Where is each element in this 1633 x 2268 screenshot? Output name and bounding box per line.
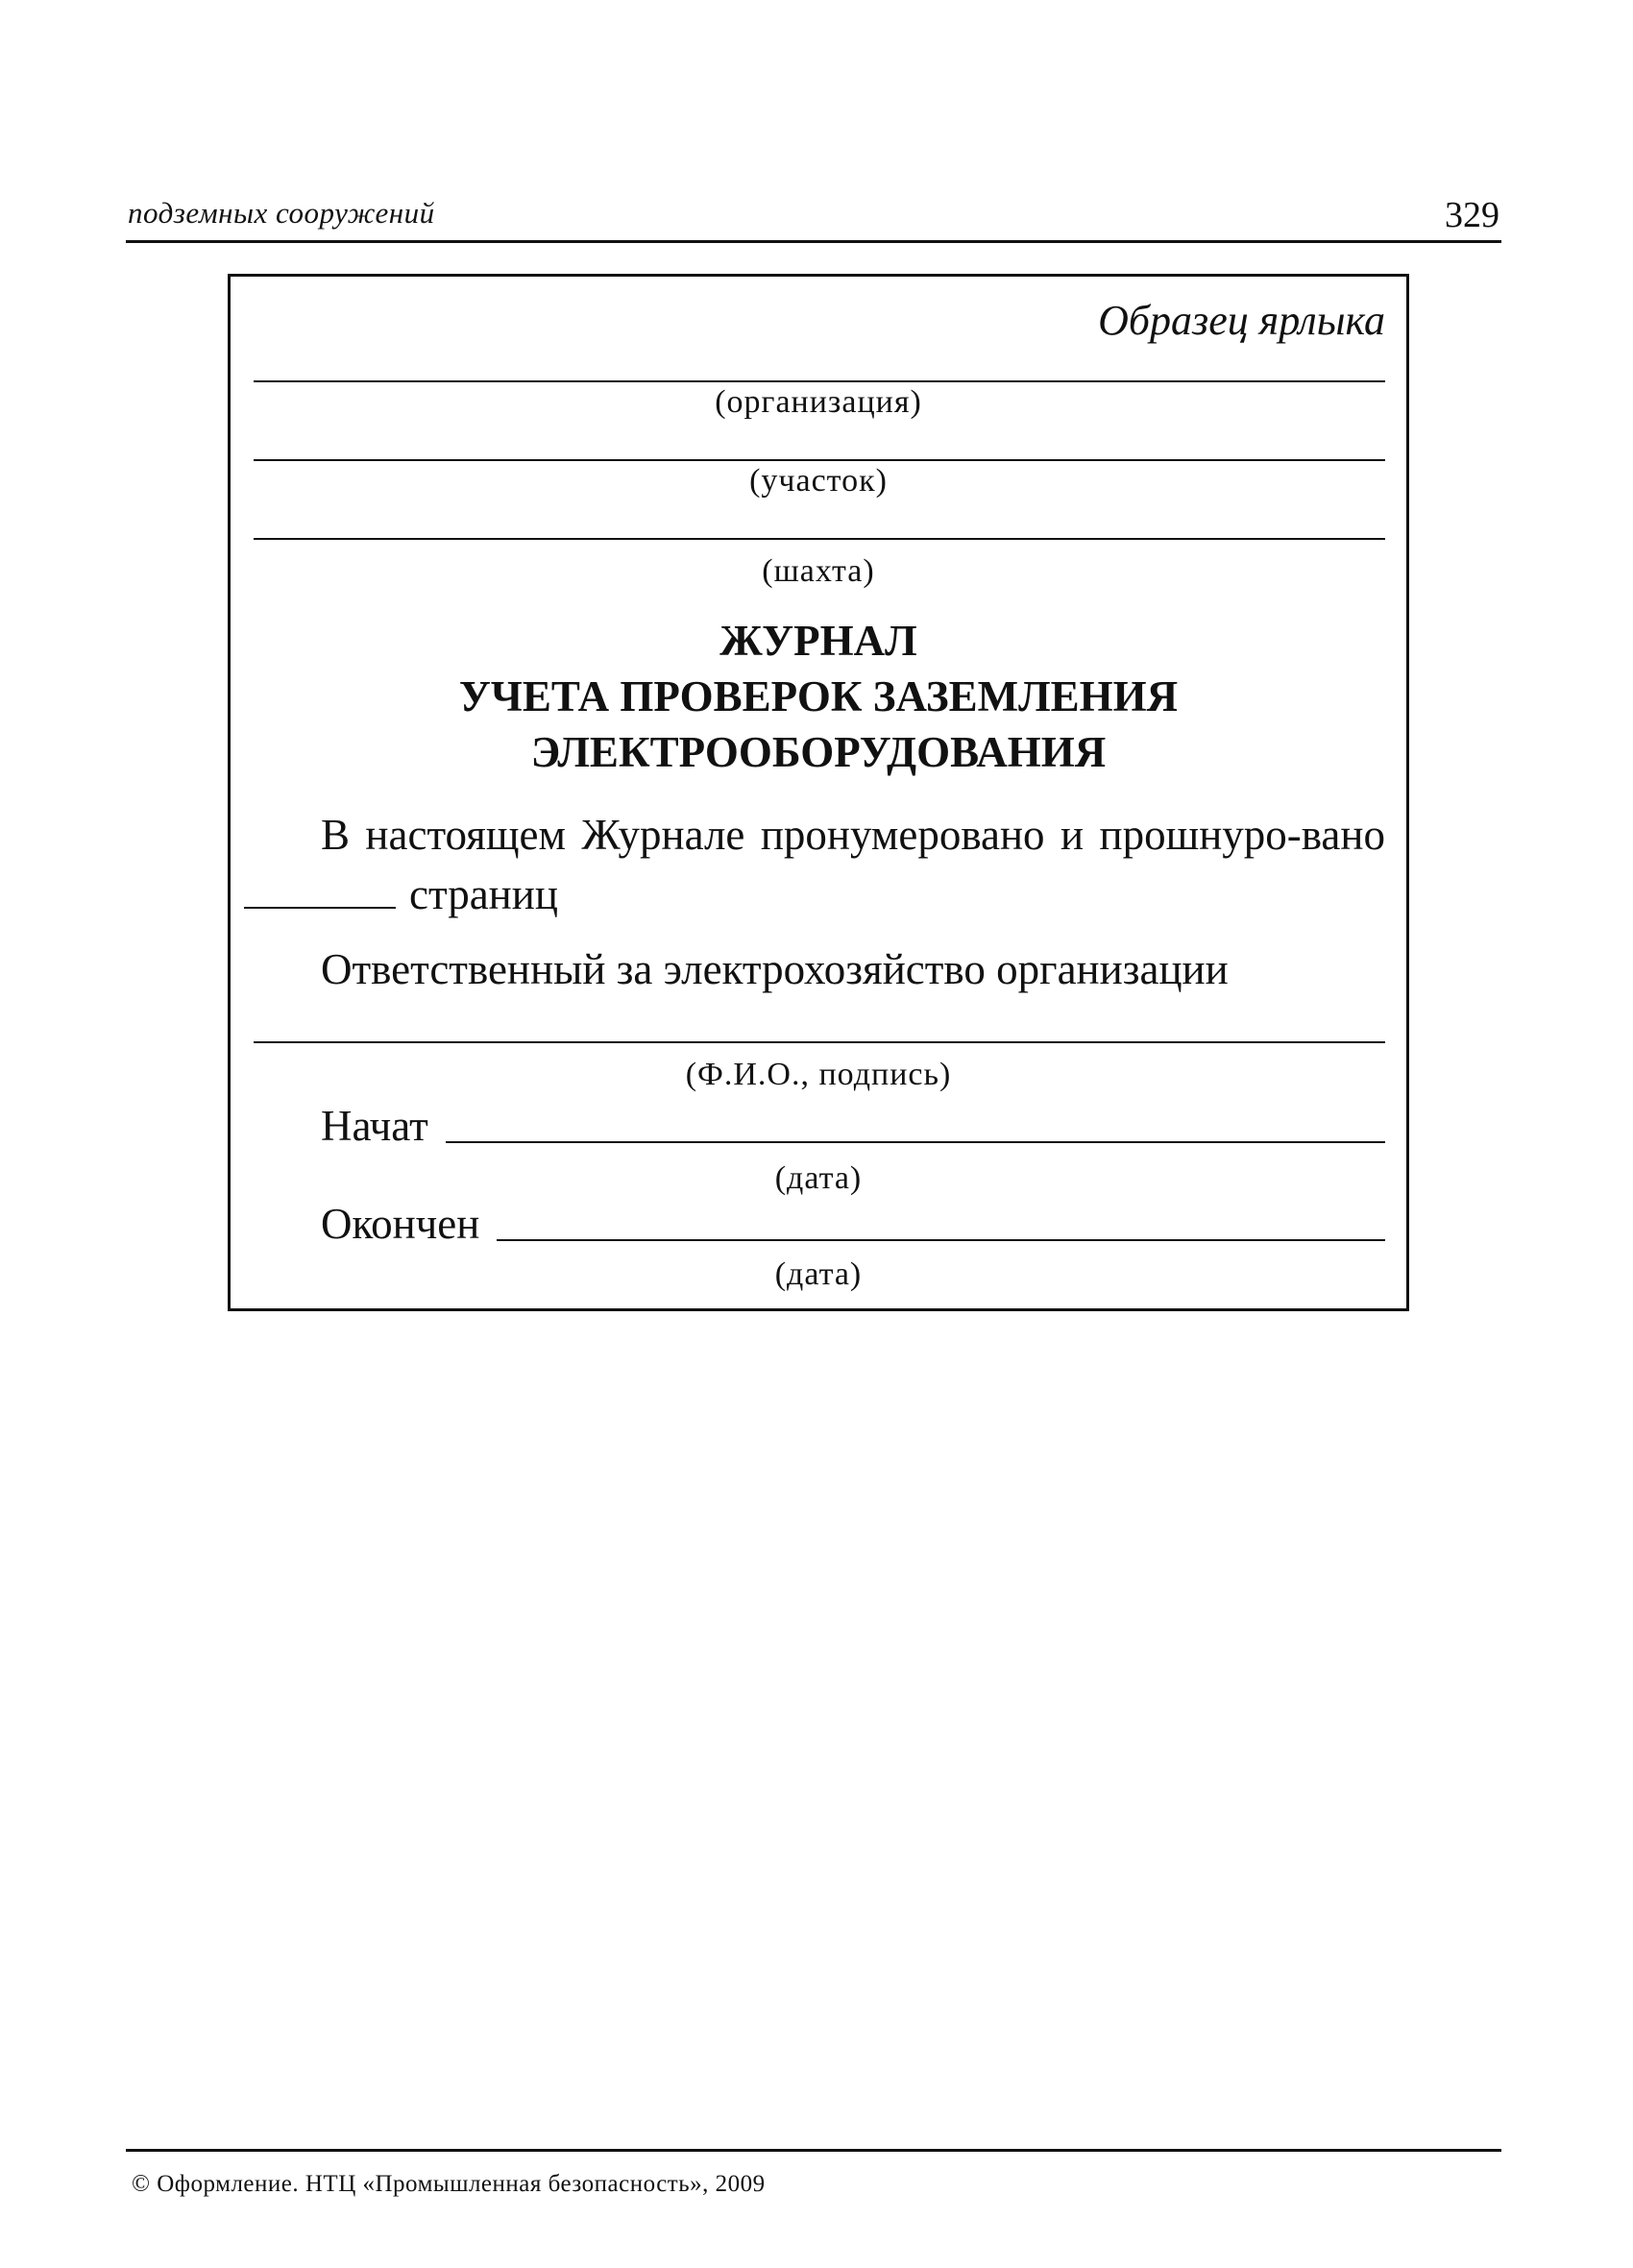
- page-footer: [126, 2149, 1501, 2197]
- page-number: 329: [1445, 195, 1499, 235]
- mine-caption: (шахта): [762, 553, 875, 589]
- pages-count-paragraph: [231, 805, 1385, 924]
- finished-date-line: [497, 1239, 1385, 1241]
- journal-title-line: ЖУРНАЛ: [719, 617, 917, 665]
- name-signature-caption: (Ф.И.О., подпись): [685, 1057, 952, 1092]
- start-date-caption: (дата): [774, 1160, 863, 1196]
- copyright-notice: © Оформление. НТЦ «Промышленная безопасность», 2009: [132, 2171, 766, 2197]
- journal-title-line: УЧЕТА ПРОВЕРОК ЗАЗЕМЛЕНИЯ: [458, 672, 1179, 720]
- pages-text-before: В настоящем Журнале пронумеровано и прошнуро-вано: [321, 811, 1385, 859]
- journal-title-line: ЭЛЕКТРООБОРУДОВАНИЯ: [530, 728, 1107, 776]
- finished-row: [321, 1199, 1385, 1249]
- pages-count-blank: [244, 878, 396, 909]
- section-caption: (участок): [749, 463, 888, 499]
- started-label: Начат: [321, 1102, 428, 1150]
- running-title: подземных сооружений: [128, 196, 435, 230]
- organization-fill-line: [254, 380, 1385, 382]
- organization-caption: (организация): [715, 384, 922, 420]
- section-fill-line: [254, 459, 1385, 461]
- started-row: [321, 1101, 1385, 1151]
- started-date-line: [446, 1141, 1385, 1143]
- mine-fill-line: [254, 538, 1385, 540]
- journal-title: [231, 613, 1406, 780]
- page-header: [126, 188, 1501, 243]
- label-sample-frame: [228, 274, 1409, 1311]
- pages-text-after: страниц: [409, 870, 558, 918]
- responsible-paragraph: Ответственный за электрохозяйство организации: [321, 945, 1229, 993]
- name-signature-fill-line: [254, 1041, 1385, 1043]
- finished-label: Окончен: [321, 1200, 480, 1248]
- end-date-caption: (дата): [774, 1256, 863, 1292]
- sample-caption: Образец ярлыка: [1098, 297, 1385, 344]
